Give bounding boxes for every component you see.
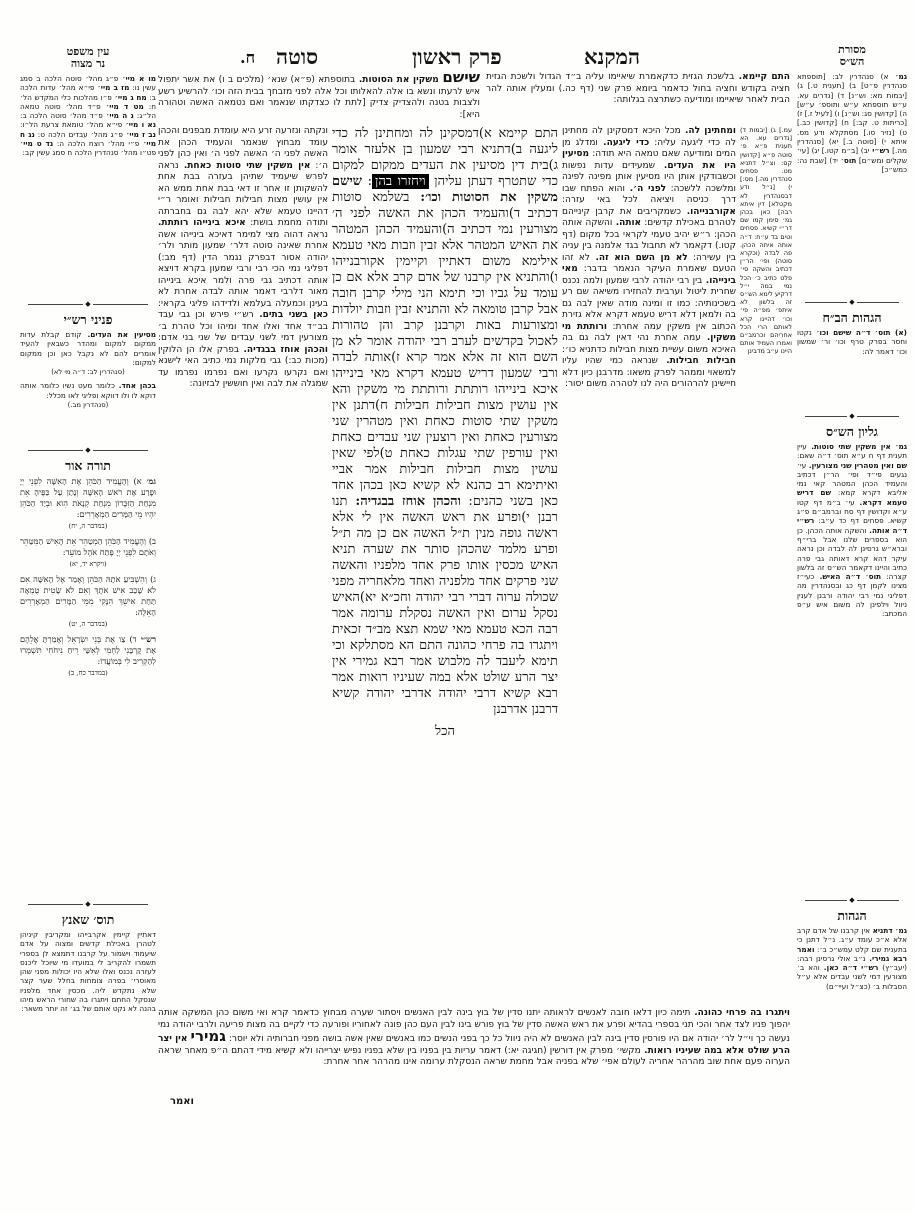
masoret-strip: עמ.] ג) [יבמות ד) [נדרים עא. הא תענית פ״א פ׳ סוטה פ״א [קדושין קס: וצ״ל דתניא מט. פסחים סנהדרין מה.] מס:] י) [נ״ל ודע דבסנהדרין לא מקטלא] דין איתא רבה] כאן בכהן גמ׳ סימן קמו שם דר״י קשיא. פסחים וטים בד ע״ח: ד״ה אותה איתה הכהן. פה לבדה (וכקרא סוטה) ופי׳ הר״ן דכתיב והשקה סי׳ פלט כתיב כ׳ הכל נמי במה י״ל דרקיע לימא הש״ס זה בלשון לא איתפ׳ מפ״ה פי׳ וכו׳ דהיינו קרא לאותם הרי הכל אחריהם וכרמב״ם ואמרו העמיד אותם היינו ע״ב מדבינן — [740, 126, 792, 356]
section-divider-ornament: ◆ — [805, 413, 899, 419]
ein-mishpat-title-line1: עין משפט — [66, 45, 110, 58]
torah-or-section — [20, 442, 156, 683]
gemara-text: התם קיימא א)דמסקינן לה ומחתינן לה כדי ליגעה ב)דתניא רבי שמעון בן אלעזר אומר ג)בית דין מסיעין את העדים ממקום למקום כדי שתטרף דעתן עליהן ויחזרו בהן: שישם משקין את הסוטות וכו׳: בשלמא סוטות דכתיב ד)והעמיד הכהן את האשה לפני ה׳ מצורעין נמי דכתיב ה)והעמיד הכהן המטהר את האיש המטהר אלא זבין וזבות מאי טעמא אילימא משום דאתיין וקיימין אקורבנייהו ו)והתניא אין קרבנו של אדם קרב אלא אם כן עומד על גביו וכי תימא הני מילי קרבן חובה אבל קרבן טומאה לא והתניא זבין וזבות יולדות ומצורעות באות וקרבנן קרב והן טהורות לאכול בקדשים לערב רבי יהודה אומר לא מן השם הוא זה אלא אמר קרא ז)אותה לבדה ורבי שמעון דריש טעמא דקרא מאי בינייהו איכא בינייהו רותתת ורותתת מי משקין והא אין עושין מצות חבילות חבילות ח)דתנן אין משקין שתי סוטות כאחת ואין מטהרין שני מצורעין כאחת ואין רוצעין שני עבדים כאחת ואין עורפין שתי עגלות כאחת ט)לפי שאין עושין מצות חבילות חבילות אמר אביי ואיתימא רב כהנא לא קשיא כאן בכהן אחד כאן בשני כהנים: והכהן אוחז בבגדיה: תנו רבנן י)ופרע את ראש האשה אין לי אלא ראשה גופה מנין ת״ל האשה אם כן מה ת״ל ופרע מלמד שהכהן סותר את שערה תניא האיש מכסין אותו פרק אחד מלפניו והאשה שני פרקים אחד מלפניה ואחד מלאחריה מפני שכולה ערוה דברי רבי יהודה וחכ״א יא)האיש נסקל ערום ואין האשה נסקלת ערומה אמר רבה הכא טעמא מאי שמא תצא מב״ד זכאית ויתגרו בה פרחי כהונה התם הא מסתלקא וכי תימא ליעבד לה מלבוש אמר רבא גמירי אין יצר הרע שולט אלא במה שעיניו רואות אמר רבא קשיא דרבי יהודה אדרבי יהודה קשיא דרבנן אדרבנן — [332, 126, 559, 717]
pninei-rashi-title: פניני רש״י — [63, 312, 113, 327]
hagahot-title: הגהות — [837, 908, 867, 923]
hagahot-section — [797, 892, 907, 991]
ein-mishpat-section — [20, 46, 156, 158]
tosafot-bottom-block: ויתגרו בה פרחי כהונה. תימה כיון דלאו חובה לאנשים לראותה יתנו סדין של בוץ בינה לבין האנשים ויסתור שערה מבחוץ כדאמר קרא ואי משום כהן המשקה אותה יהפוך פניו לצד אחר והכי תני בספרי בהדיא ופרע את ראש האשה סדין של בוץ פורש בינו לבין העם כהן פונה לאחוריו ופורעה כדי לקיים בה מצות פריעה ולרבי יהודה נמי נעשה כך וי״ל לר׳ יהודה אם היו פורסין סדין בינה לבין האנשים לא היה ניוול כל כך בפני הנשים כמו באנשים שאין אשה בושה מפני חברותיה ולא יוסר: גמירי אין יצר הרע שולט אלא במה שעיניו רואות. מקשי׳ מפרק אין דורשין (חגיגה יא:) דאמר עריות בין בפניו בין שלא בפניו נפיש יצרייהו ולא קשיא מידי דהתם ה״פ מאחר שראה הערוה פעם אחת שוב מהרהר אחריה לעולם אפי׳ שלא בפניה אבל מחמת שראה הנסקלת ערומה אינו מהרהר אחר אחרת: — [158, 1008, 791, 1067]
pninei-rashi-section — [20, 296, 156, 414]
gilyon-hashas-section — [797, 408, 907, 619]
section-divider-ornament: ◆ — [805, 897, 899, 903]
rashi-column: ומחתינן לה. מכל היכא דמסקינן לה מחתינן לה כדי ליגעה עליה: כדי ליגעה. ומדלג מן המים ומודיעה שאם טמאה היא תודה: מסיעין היו את העדים. שמעידים עדות נפשות וכשבודקין אותן היו מסיעין אותן מפינה לפינה ומלשכה ללשכה: לפני ה׳. והוא הפתח שבו דרך כניסה ויציאה לכל באי עזרה: אקורבנייהו. כשמקריבים את קרבן קינייהם לטהרם באכילת קדשים: אותה. והשקה אותה הכהן: ר״ש יהיב טעמי לקראי בכל מקום (דף קטו.) דקאמר לא תחבול בגד אלמנה בין עניה בין עשירה: לא מן השם הוא זה. לא זהו הטעם שאמרת העיקר הנאמר בדבר: מאי בינייהו. בין רבי יהודה לרבי שמעון ולמה נכנס שחרית ליטול וערבית להחזירו משיאה שם רע בשכינותיה: כמו זו ומינה מודה שאין לבה גם בה ולמאן דלא דריש טעמא דקרא אלא גזירת הכתוב אין משקין עמה אחרת: ורותתת מי משקין. עמה אחרת נהי דאין לבה גם בה האיכא משום עשיית מצות חבילות כדתניא כו׳: חבילות חבילות. שנראה כמי שהיו עליו למשאוי וממהר לפרק משאו: מדרבנן כיון דלא חיישינן להרהורים היה לנו לטהרה משום יסור: — [562, 126, 737, 389]
masoret-title-line2: הש״ס — [839, 55, 865, 68]
ein-mishpat-title-line2: נר מצוה — [70, 57, 106, 70]
section-divider-ornament: ◆ — [28, 447, 148, 453]
tosafot-top-block: שישם משקין את הסוטות. בתוספתא (פ״א) שנא׳ (מלכים ב ו) את אשר יתפול איש לרעתו ונשא בו אלה להאלותו וכל אלה לפני מזבחך בבית הזה וכו׳ להרשיע רשע ולצבות בטנה ולהצדיק צדיק [לתת לו כצדקתו שנאמר ואם נטמאה האשה וטהורה היא]: — [158, 68, 480, 120]
hagahot-bach-text: (א) תוס׳ ד״ה שישם וכו׳ נקטו וחסר בפרק טרף וכו׳ ור׳ שמשון וכו׳ דאמר לה: — [797, 328, 907, 356]
hagahot-bach-section — [797, 294, 907, 356]
hagahot-text: גמ׳ דתניא אין קרבנו של אדם קרב אלא א״כ עומד ע״ג. נ״ל דתנן כי בתענית שם קלט עמש״כ ב׳: ואמר רבא גמירי. נ״ב אולי גרסינן רבה: (יעב״ץ) רש״י ד״ה כאן. והא ב׳ מצורעין דמי לשני עבדים אלא ע״ל הסבלות ב׳ (כצ״ל ועיי״ם) — [797, 926, 908, 991]
masechet-title: סוטה — [276, 44, 319, 69]
tosafot-shantz-title: תוס׳ שאנץ — [61, 912, 115, 927]
tosafot-shantz-section — [20, 896, 156, 1014]
section-divider-ornament: ◆ — [28, 301, 148, 307]
pninei-rashi-text: מסיעין את העדים. קודם קבלת עדות ממקום למקום ומהדר כשבאין להעיד אומרים להם לא נקבל כאן וכן ממקום למקום: (סנהדרין לב: ד״ה מי לא) בכהן אחד. כלומר מעט נשיו כלומר אותה דוקא לו ולו דווקא ופליגי לאו מכלל: (סנהדרין מב.) — [20, 330, 156, 410]
perek-title: פרק ראשון — [412, 44, 502, 69]
tosafot-column: ונקתה ונזרעה זרע היא עומדת מבפנים והכהן עומד מבחוץ שנאמר והעמיד הכהן את האשה לפני ה׳ האשה לפני ה׳ ואין כהן לפני ה׳: אין משקין שתי סוטות כאחת. נראה לפרש שיעמיד שתיהן בעזרה בבת אחת להשקותן זו אחר זו דאי בבת אחת ממש הא אין עושין מצות חבילות חבילות ואומר ר״י דהיינו טעמא שלא יהא לבה גם בחברתה ותודה מחמת בושת: איכא בינייהו רותתת. נראה דהוה מצי למימר דאיכא בינייהו אשה אחרת שאינה סוטה דלר׳ שמעון מותר ולר׳ יהודה אסור דבפרק נגמר הדין (דף מב:) דפליגי נמי הכי רבי ורבי שמעון בקרא דויצא אותה דכתיב גבי פרה ולמר איכא בינייהו מאור דלרבי דאמר אותה לבדה אחרת לא בעינן וכמעלה בעלמא ולדידהו פליגי בקראי: כאן בשני בתים. רש״י פירש וכן גבי עבד בב״ד אחד ואלו אחד ומיהו וכל טהרת ב׳ מצורעין דמי לשני עבדים של שני בני אדם: והכהן אוחז בבגדיה. בפרק אלו הן הלוקין (מכות כב:) גבי מלקות נמי כתיב האי לישנא ואם נקרעו נקרעו ואם נפרמו נפרמו עד שמגלה את לבה ואין חוששין לבזיונה: — [158, 126, 328, 389]
daf-number: ח. — [240, 48, 256, 67]
masoret-refs: גמ׳ א) סנהדרין לב: [תוספתא סנהדרין פ״ט] ב) [תענית ט.] ג) [יבמות מא: וש״נ] ד) [נדרים עא. ע״ש תוספתא ע״ש ותוספ׳ ע״ש] ה) [קדושין סג: וש״נ] ו) [לעיל ז.] ז) [כריתות ט. קב:] ח) [קדושין כב.] ט) [נזיר סו.] מסתקלא ודע מס. איתא י) [סוטה ב.] יא) [סנהדרין מה.] רש״י יב) [ב״מ קטו.] יג) [עי׳ שקלים ומש״ם] תוס׳ יד) [שבת נה: כמש״כ] — [797, 72, 908, 174]
gilyon-hashas-title: גליון הש״ס — [826, 424, 878, 439]
hagahot-bach-title: הגהות הב״ח — [822, 310, 882, 325]
masoret-title-line1: מסורת — [838, 43, 866, 56]
gemara-last-word: הכל — [435, 724, 455, 739]
gemara-column — [332, 126, 558, 1002]
chapter-title: המקנא — [584, 44, 641, 69]
section-divider-ornament: ◆ — [28, 901, 148, 907]
tosafot-shantz-text: דאתיין קיימין אקרבייהו ומקריבין קיניהן לטהרן באכילת קדשים ומצוה על אדם שיעמוד וישמור על קרבנו דתמצא לן בספרי תשמרו להקריב לי במועדו מי שיוכל ליכנס לעזרה נכנס ואלו שלא היו יכולות מפני שהן מאוסרי׳ בפרה צומחות בחלל שער קצר שלא נתקדש ליה. מכסין אחד מלפניו שנסקל החתם ויתגרו בה שחורי הראש מיהו בהנה לא נקט אותם של בג׳ זה יותר משאר: — [20, 930, 156, 1014]
ein-mishpat-entries: מו א מיי׳ פ״ג מהל׳ סוטה הלכה ב סמג עשין נו: מז ב מיי׳ פי״א מהל׳ עדות הלכה ב: מח ג מיי׳ פ״ו מהלכות כלי המקדש הל׳ ח: מט ד מיי׳ פ״ד מהל׳ סוטה טמאה הל״ג: נ ה מיי׳ פ״ד מהל׳ סוטה הלכה ב: נא ו מיי׳ פי״א מהל׳ טומאת צרעת הל״ו: נב ז מיי׳ פ״ג מהל׳ עבדים הלכה ט: נג ח מיי׳ פ״י מהל׳ רוצח הלכה ה: נד ט מיי׳ פט״ו מהל׳ סנהדרין הלכה ח סמג עשין קב: — [20, 74, 156, 158]
gilyon-hashas-text: גמ׳ אין משקין שתי סוטות. עיין תענית דף ח ע״א תוס׳ ד״ה שאם: שם ואין מטהרין שני מצורעין. עי׳ נגעים פי״ד ופי׳ הר״ן דכתיב והעמיד הכהן המטהר קאי נמי אליבא דקרא קמא: שם דריש טעמא דקרא. עי׳ ב״מ דף קטו ע״א וקדושין דף סח וברמב״ם פ״ג קשיא. פסחים דף כד ע״ב: רש״י ד״ה אותה. והשקה אותה הכהן. כן הוא בספרים שלנו אבל ברי״ף וברא״ש גרסינן לה לבדה וכן נראה עיקר דהא קרא דאותה גבי פרה כתיב והיינו דקאמר הש״ס זה בלשון קצרה: תוס׳ ד״ה האיש. כעי״ז מצינו לקמן דף כג ובסנהדרין מה דפליגי נמי רבי יהודה ורבנן לענין ניוול וילפינן לה משום איש ע״פ המכתב: — [797, 442, 908, 619]
catchword: ואמר — [170, 1096, 194, 1107]
torah-or-verses: גמ׳ א) וְהֶעֱמִיד הַכֹּהֵן אֶת הָאִשָּׁה לִפְנֵי יְיָ וּפָרַע אֶת רֹאשׁ הָאִשָּׁה וְנָתַן עַל כַּפֶּיהָ אֵת מִנְחַת הַזִּכָּרוֹן מִנְחַת קְנָאֹת הִוא וּבְיַד הַכֹּהֵן יִהְיוּ מֵי הַמָּרִים הַמְאָרְרִים: (במדבר ה, יח) ב) וְהֶעֱמִיד הַכֹּהֵן הַמְטַהֵר אֵת הָאִישׁ הַמִּטַּהֵר וְאֹתָם לִפְנֵי יְיָ פֶּתַח אֹהֶל מוֹעֵד: (ויקרא יד, יא) ג) וְהִשְׁבִּיעַ אֹתָהּ הַכֹּהֵן וְאָמַר אֶל הָאִשָּׁה אִם לֹא שָׁכַב אִישׁ אֹתָךְ וְאִם לֹא שָׂטִית טֻמְאָה תַּחַת אִישֵׁךְ הִנָּקִי מִמֵּי הַמָּרִים הַמְאָרְרִים הָאֵלֶּה: (במדבר ה, יט) רש״י ד) צַו אֶת בְּנֵי יִשְׂרָאֵל וְאָמַרְתָּ אֲלֵהֶם אֶת קָרְבָּנִי לַחְמִי לְאִשַּׁי רֵיחַ נִיחֹחִי תִּשְׁמְרוּ לְהַקְרִיב לִי בְּמוֹעֲדוֹ: (במדבר כח, ב) — [20, 476, 156, 677]
masoret-section — [797, 44, 907, 174]
torah-or-title: תורה אור — [65, 458, 111, 473]
section-divider-ornament: ◆ — [805, 299, 899, 305]
rashi-top-block: התם קיימא. בלשכת הגזית כדקאמרת שיאיימו עליה ב״ד הגדול ולשכת הגזית חציה בקודש וחציה בחול כדאמר ביומא פרק שני (דף כה.) ומעלין אותה להר הבית לאחר שיאיימו ומודיעה כשתרצה בגלותה: — [486, 72, 790, 105]
